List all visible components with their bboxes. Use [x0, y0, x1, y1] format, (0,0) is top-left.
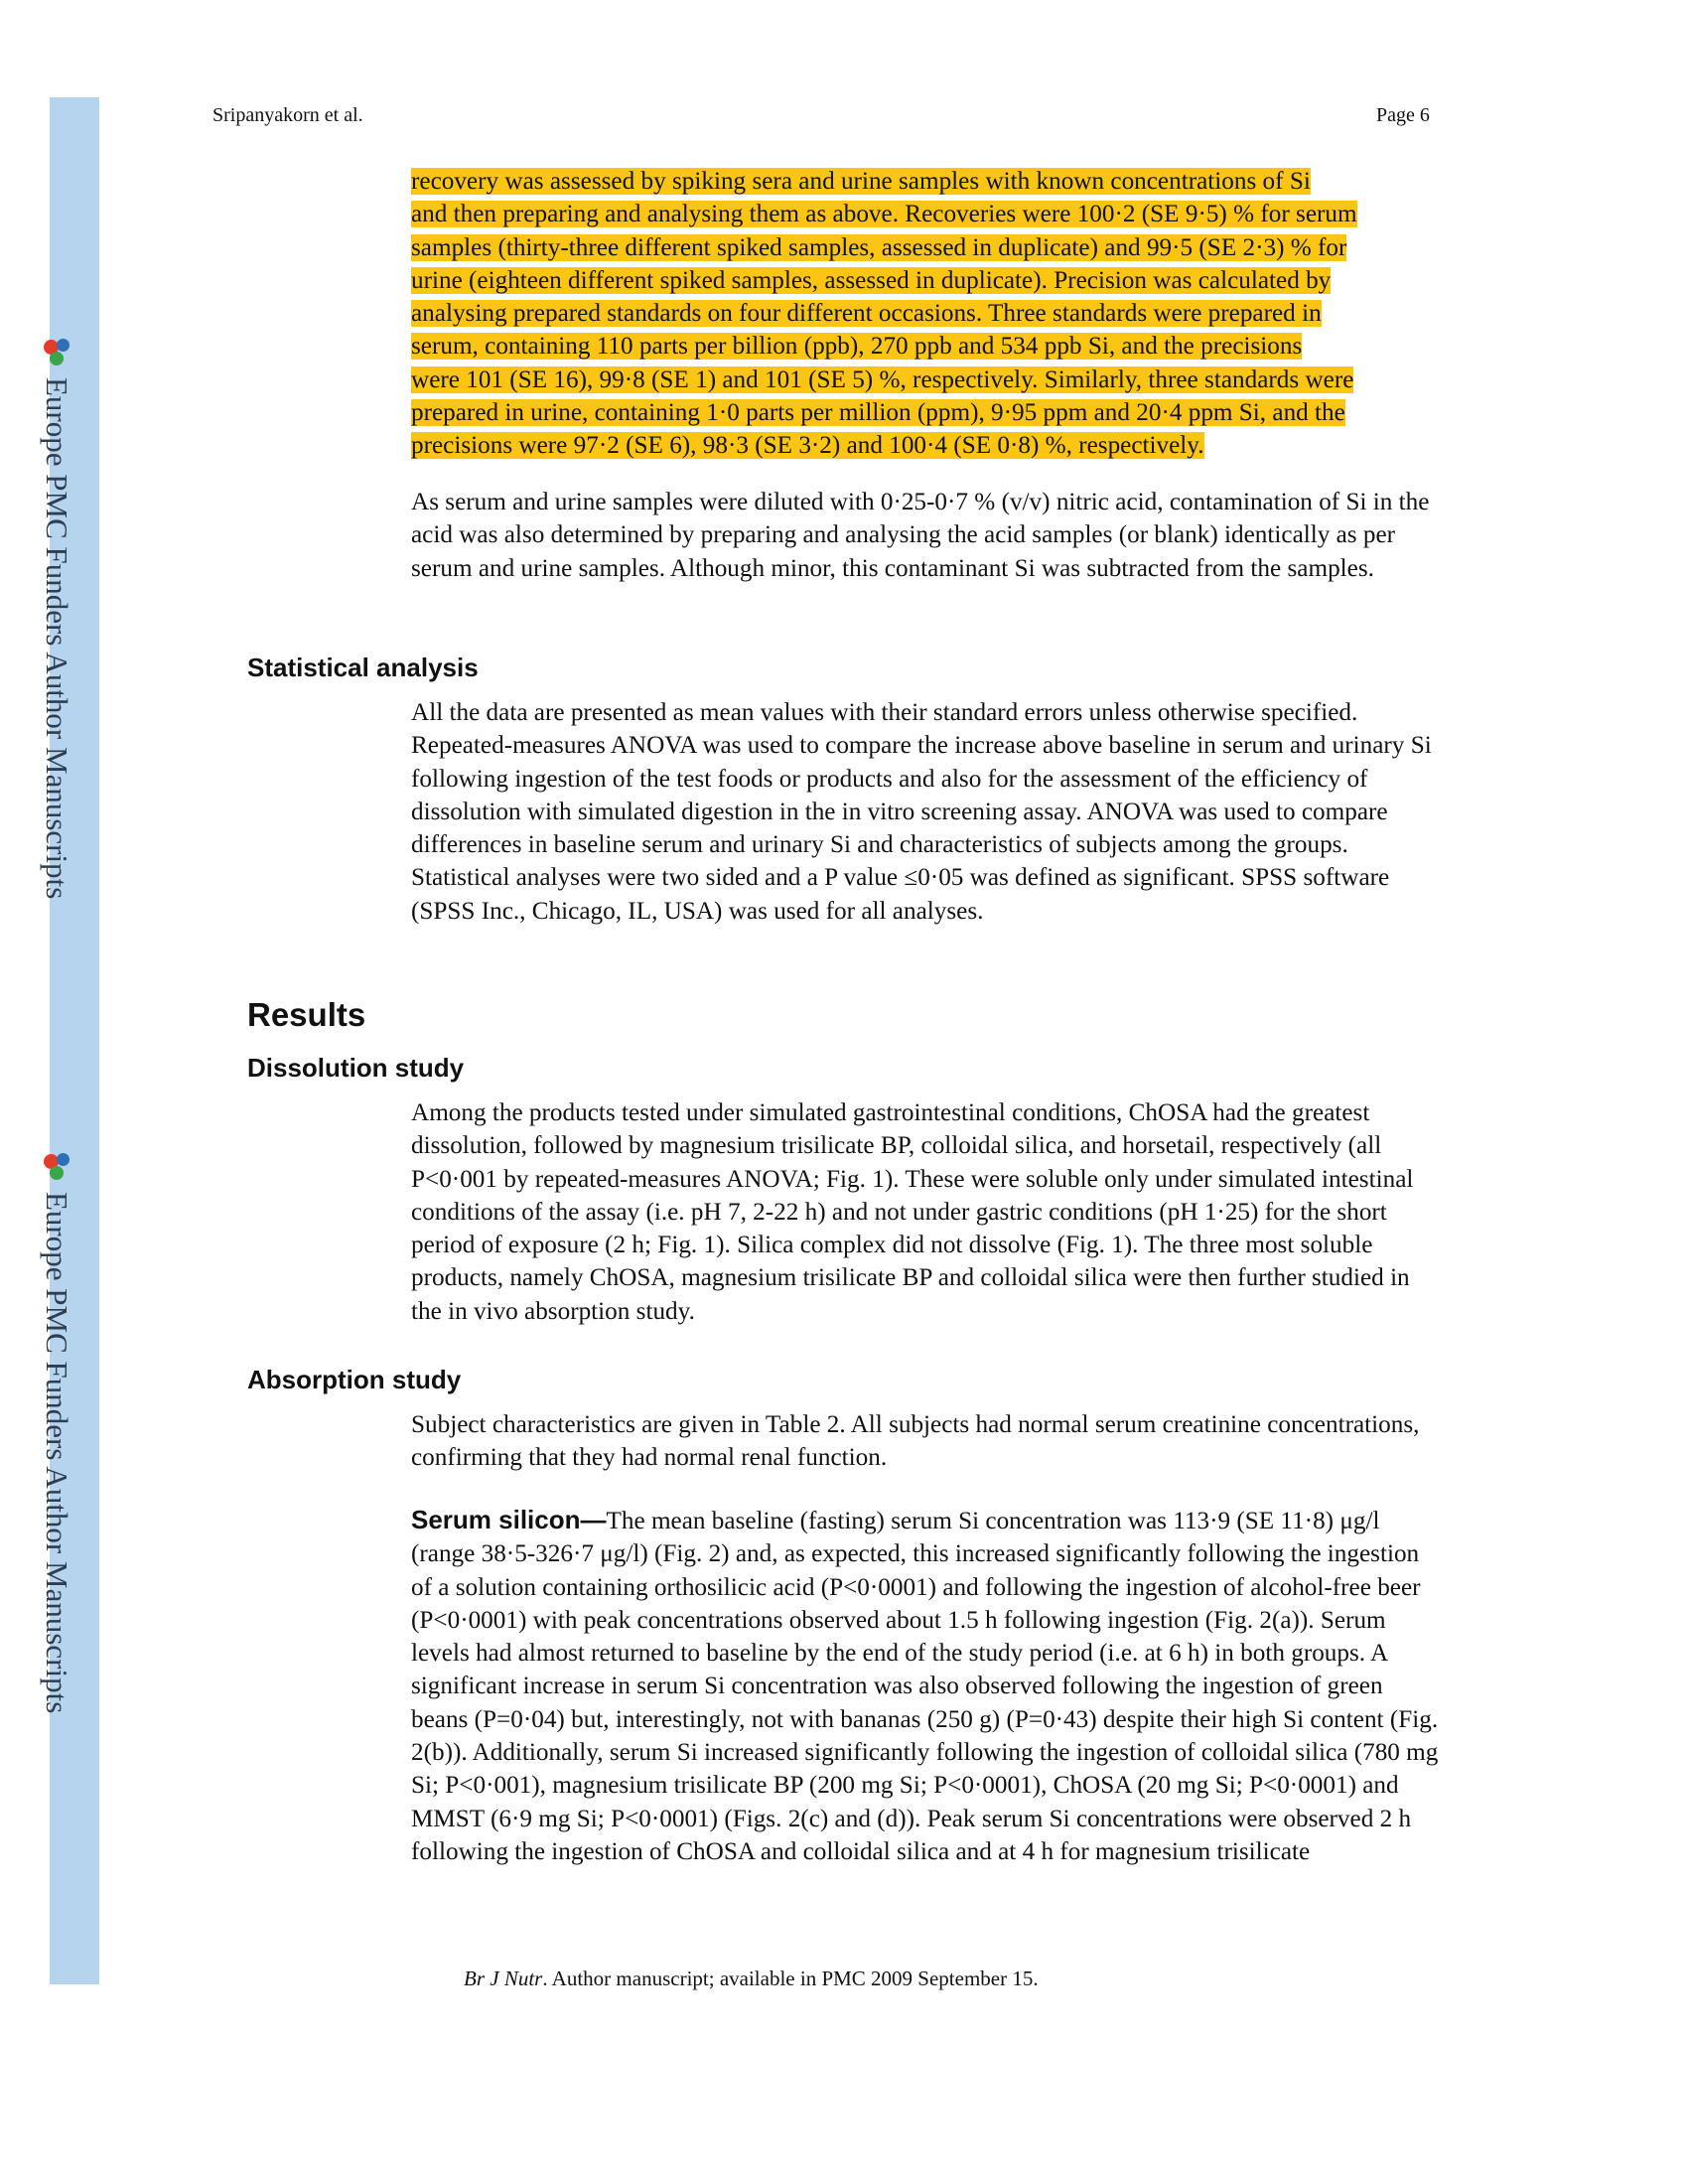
- sidebar-label-top: Europe PMC Funders Author Manuscripts: [39, 338, 74, 899]
- highlight-line: samples (thirty-three different spiked samples, assessed in duplicate) and 99·5 (SE 2·3) % for: [411, 233, 1347, 261]
- footer-citation: [464, 1966, 1039, 1991]
- highlight-line: were 101 (SE 16), 99·8 (SE 1) and 101 (SE 5) %, respectively. Similarly, three standards were: [411, 365, 1354, 393]
- serum-silicon-text: The mean baseline (fasting) serum Si concentration was 113·9 (SE 11·8) μg/l (range 38·5-326·7 μg/l) (Fig. 2) and, as expected, this increased significantly following the ingestion of a solution containing orthosilicic acid (P<0·0001) and following the ingestion of alcohol-free beer (P<0·0001) with peak concentrations observed about 1.5 h following ingestion (Fig. 2(a)). Serum levels had almost returned to baseline by the end of the study period (i.e. at 6 h) in both groups. A significant increase in serum Si concentration was also observed following the ingestion of green beans (P=0·04) but, interestingly, not with bananas (250 g) (P=0·43) despite their high Si content (Fig. 2(b)). Additionally, serum Si increased significantly following the ingestion of colloidal silica (780 mg Si; P<0·001), magnesium trisilicate BP (200 mg Si; P<0·0001), ChOSA (20 mg Si; P<0·0001) and MMST (6·9 mg Si; P<0·0001) (Figs. 2(c) and (d)). Peak serum Si concentrations were observed 2 h following the ingestion of ChOSA and colloidal silica and at 4 h for magnesium trisilicate: [411, 1508, 1439, 1865]
- absorption-heading: Absorption study: [247, 1365, 462, 1394]
- page-number: Page 6: [1376, 104, 1430, 126]
- highlight-line: analysing prepared standards on four different occasions. Three standards were prepared in: [411, 300, 1322, 328]
- highlight-line: recovery was assessed by spiking sera and urine samples with known concentrations of Si: [411, 168, 1311, 195]
- highlight-line: and then preparing and analysing them as above. Recoveries were 100·2 (SE 9·5) % for serum: [411, 201, 1357, 228]
- highlight-line: serum, containing 110 parts per billion (ppb), 270 ppb and 534 ppb Si, and the precisions: [411, 333, 1303, 361]
- running-header-authors: Sripanyakorn et al.: [212, 104, 363, 126]
- dissolution-paragraph: Among the products tested under simulated gastrointestinal conditions, ChOSA had the greatest dissolution, followed by magnesium trisilicate BP, colloidal silica, and horsetail, respectively (all P<0·001 by repeated-measures ANOVA; Fig. 1). These were soluble only under simulated intestinal conditions of the assay (i.e. pH 7, 2-22 h) and not under gastric conditions (pH 1·25) for the short period of exposure (2 h; Fig. 1). Silica complex did not dissolve (Fig. 1). The three most soluble products, namely ChOSA, magnesium trisilicate BP and colloidal silica were then further studied in the in vivo absorption study.: [411, 1099, 1414, 1325]
- highlighted-paragraph: [411, 165, 1444, 463]
- europe-pmc-logo-icon: [42, 338, 71, 367]
- highlight-line: prepared in urine, containing 1·0 parts per million (ppm), 9·95 ppm and 20·4 ppm Si, and the: [411, 399, 1345, 427]
- sidebar-label-bottom: Europe PMC Funders Author Manuscripts: [39, 1152, 74, 1713]
- absorption-paragraph: Subject characteristics are given in Table 2. All subjects had normal serum creatinine concentrations, confirming that they had normal renal function.: [411, 1411, 1420, 1472]
- europe-pmc-logo-icon: [42, 1152, 71, 1182]
- highlight-line: precisions were 97·2 (SE 6), 98·3 (SE 3·2) and 100·4 (SE 0·8) %, respectively.: [411, 432, 1204, 460]
- dissolution-heading: Dissolution study: [247, 1053, 465, 1083]
- statistical-analysis-paragraph: All the data are presented as mean values with their standard errors unless otherwise specified. Repeated-measures ANOVA was used to compare the increase above baseline in serum and urinary Si following ingestion of the test foods or products and also for the assessment of the efficiency of dissolution with simulated digestion in the in vitro screening assay. ANOVA was used to compare differences in baseline serum and urinary Si and characteristics of subjects among the groups. Statistical analyses were two sided and a P value ≤0·05 was defined as significant. SPSS software (SPSS Inc., Chicago, IL, USA) was used for all analyses.: [411, 699, 1432, 925]
- results-heading: Results: [247, 996, 366, 1033]
- footer-text: . Author manuscript; available in PMC 2009 September 15.: [542, 1966, 1039, 1990]
- serum-silicon-heading: Serum silicon—: [411, 1505, 607, 1534]
- highlight-line: urine (eighteen different spiked samples, assessed in duplicate). Precision was calculated by: [411, 266, 1332, 294]
- footer-journal: Br J Nutr: [464, 1966, 543, 1990]
- serum-silicon-paragraph: [411, 1504, 1444, 1868]
- acid-contamination-paragraph: As serum and urine samples were diluted with 0·25-0·7 % (v/v) nitric acid, contamination of Si in the acid was also determined by preparing and analysing the acid samples (or blank) identically as per serum and urine samples. Although minor, this contaminant Si was subtracted from the samples.: [411, 489, 1430, 582]
- statistical-analysis-heading: Statistical analysis: [247, 653, 479, 682]
